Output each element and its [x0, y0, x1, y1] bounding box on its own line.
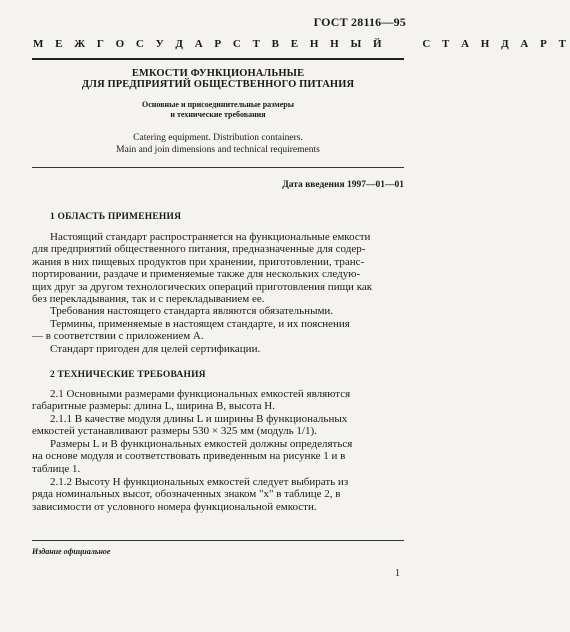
footer-rule — [32, 540, 404, 541]
title-line-2: ДЛЯ ПРЕДПРИЯТИЙ ОБЩЕСТВЕННОГО ПИТАНИЯ — [81, 79, 355, 90]
section-1-paragraph-3 — [32, 318, 402, 343]
title-separator-rule — [32, 167, 404, 168]
english-title-line-2: Main and join dimensions and technical requirements — [116, 145, 320, 155]
text-line: портировании, раздаче и применяемые также для нескольких следую- — [32, 268, 361, 281]
text-line: таблице 1. — [32, 462, 81, 475]
section-1-paragraph-1 — [32, 231, 402, 305]
text-line: Размеры L и B функциональных емкостей должны определяться — [50, 438, 353, 450]
title-block — [32, 68, 404, 156]
text-line: Требования настоящего стандарта являются обязательными. — [50, 305, 334, 317]
text-line: 2.1 Основными размерами функциональных емкостей являются — [50, 388, 351, 400]
subtitle-line-2: и технические требования — [170, 110, 266, 119]
top-rule — [32, 58, 404, 60]
text-line: щих друг за другом технологических операций приготовления пищи как — [32, 280, 373, 293]
interstate-standard-banner: М Е Ж Г О С У Д А Р С Т В Е Н Н Ы Й С Т А Н Д А Р Т — [33, 38, 570, 50]
text-line: Настоящий стандарт распространяется на функциональные емкости — [50, 231, 371, 243]
text-line: зависимости от условного номера функциональной емкости. — [32, 500, 317, 513]
section-1-paragraph-2 — [32, 305, 402, 317]
text-line: — в соответствии с приложением А. — [32, 330, 204, 343]
introduction-date: Дата введения 1997—01—01 — [282, 180, 404, 190]
text-line: 2.1.2 Высоту H функциональных емкостей следует выбирать из — [50, 476, 349, 488]
text-line: без перекладывания, так и с перекладыванием ее. — [32, 293, 265, 306]
text-line: для предприятий общественного питания, предназначенные для содер- — [32, 243, 366, 256]
official-edition-label: Издание официальное — [32, 547, 111, 556]
section-1-heading: 1 ОБЛАСТЬ ПРИМЕНЕНИЯ — [50, 212, 182, 222]
subtitle-line-1: Основные и присоединительные размеры — [142, 100, 294, 109]
section-2-paragraph-4 — [32, 476, 402, 513]
page-number: 1 — [395, 568, 400, 579]
text-line: Термины, применяемые в настоящем стандарте, и их пояснения — [50, 318, 350, 330]
section-1-paragraph-4 — [32, 343, 402, 355]
text-line: габаритные размеры: длина L, ширина B, высота H. — [32, 400, 275, 413]
english-title-line-1: Catering equipment. Distribution containers. — [133, 133, 303, 143]
text-line: ряда номинальных высот, обозначенных знаком "x" в таблице 2, в — [32, 488, 341, 501]
standard-code: ГОСТ 28116—95 — [313, 15, 406, 29]
section-2-heading: 2 ТЕХНИЧЕСКИЕ ТРЕБОВАНИЯ — [50, 370, 206, 380]
section-2-paragraph-3 — [32, 438, 402, 475]
text-line: жания в них пищевых продуктов при хранении, приготовлении, транс- — [32, 255, 365, 268]
section-2-paragraph-2 — [32, 413, 402, 438]
title-line-1: ЕМКОСТИ ФУНКЦИОНАЛЬНЫЕ — [131, 68, 305, 79]
text-line: Стандарт пригоден для целей сертификации. — [50, 343, 261, 355]
text-line: на основе модуля и соответствовать приведенным на рисунке 1 и в — [32, 450, 346, 463]
text-line: 2.1.1 В качестве модуля длины L и ширины B функциональных — [50, 413, 348, 425]
text-line: емкостей устанавливают размеры 530 × 325 мм (модуль 1/1). — [32, 425, 317, 438]
section-2-paragraph-1 — [32, 388, 402, 413]
